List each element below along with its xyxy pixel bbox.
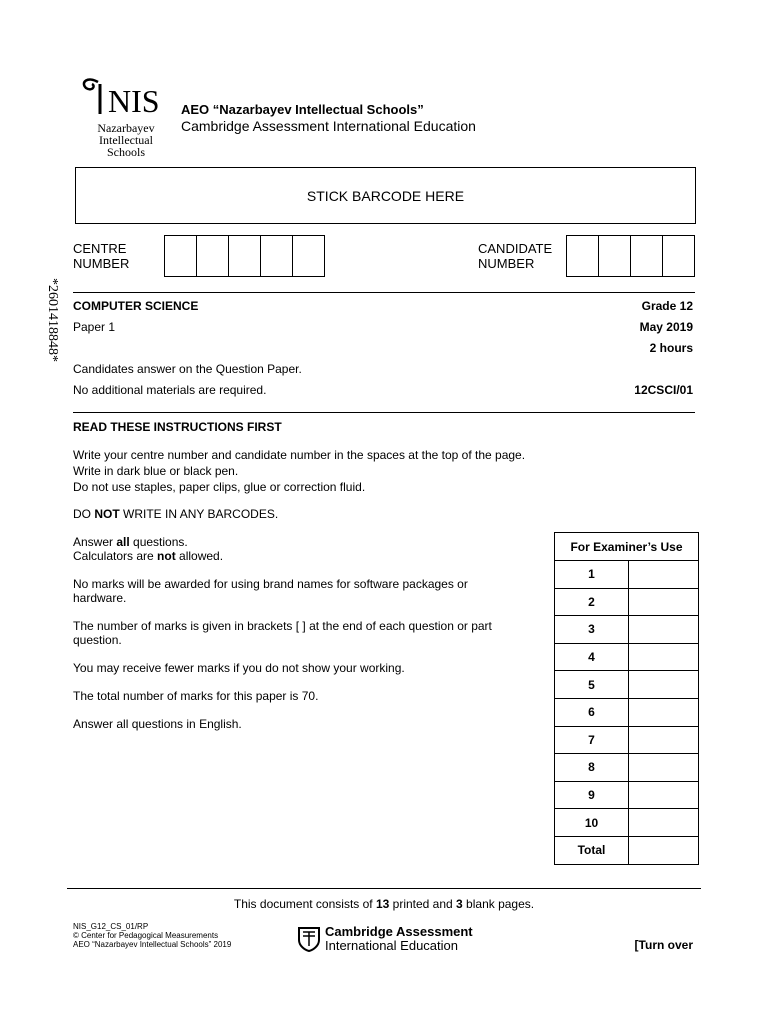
aeo-line: AEO “Nazarbayev Intellectual Schools” 2019 <box>73 940 232 949</box>
mark-cell[interactable] <box>629 698 699 726</box>
table-row <box>555 726 699 754</box>
logo-text-line-3: Schools <box>106 145 145 159</box>
document-pages-note <box>0 897 768 911</box>
paper-reference: NIS_G12_CS_01/RP <box>73 922 149 931</box>
mark-cell[interactable] <box>629 643 699 671</box>
question-number: 9 <box>555 781 629 809</box>
turn-over: [Turn over <box>634 938 693 952</box>
nis-logo <box>78 76 174 160</box>
brand-names-instruction: No marks will be awarded for using brand names for software packages or hardware. <box>73 577 468 605</box>
calc-post: allowed. <box>175 549 224 563</box>
table-row <box>555 809 699 837</box>
mark-cell[interactable] <box>629 809 699 837</box>
instructions-heading: READ THESE INSTRUCTIONS FIRST <box>73 420 282 434</box>
working-instruction: You may receive fewer marks if you do not show your working. <box>73 661 405 675</box>
grade: Grade 12 <box>641 299 693 313</box>
candidate-digit-box[interactable] <box>663 236 694 276</box>
marks-instruction: The number of marks is given in brackets [ ] at the end of each question or part question. <box>73 619 492 647</box>
cambridge-logo <box>297 925 473 953</box>
barcode-instruction <box>73 507 543 521</box>
barcode-box <box>75 167 696 224</box>
mark-cell[interactable] <box>629 616 699 644</box>
calculators-instruction <box>73 549 543 563</box>
nis-logo-mark <box>78 76 174 118</box>
candidate-number-boxes[interactable] <box>566 235 695 277</box>
instruction-line-2: Write in dark blue or black pen. <box>73 464 239 478</box>
answer-post: questions. <box>129 535 188 549</box>
question-number: 2 <box>555 588 629 616</box>
paper: Paper 1 <box>73 320 116 334</box>
centre-digit-box[interactable] <box>293 236 324 276</box>
mark-cell[interactable] <box>629 588 699 616</box>
answer-on-paper: Candidates answer on the Question Paper. <box>73 362 302 376</box>
exam-date: May 2019 <box>639 320 693 334</box>
table-row <box>555 616 699 644</box>
cambridge-line-1: Cambridge Assessment <box>325 924 473 939</box>
org-title: AEO “Nazarbayev Intellectual Schools” <box>181 102 424 117</box>
blank-pages: 3 <box>456 897 463 911</box>
instruction-line-1: Write your centre number and candidate number in the spaces at the top of the page. <box>73 448 526 462</box>
question-number: 4 <box>555 643 629 671</box>
centre-number-label-line-1: CENTRE <box>73 241 127 256</box>
centre-number-boxes[interactable] <box>164 235 325 277</box>
candidate-number-label-line-1: CANDIDATE <box>478 241 553 256</box>
subject: COMPUTER SCIENCE <box>73 299 199 313</box>
org-subtitle: Cambridge Assessment International Education <box>181 118 476 134</box>
calc-pre: Calculators are <box>73 549 158 563</box>
english-instruction: Answer all questions in English. <box>73 717 242 731</box>
svg-text:NIS: NIS <box>108 83 160 118</box>
candidate-number-label-line-2: NUMBER <box>478 256 535 271</box>
mark-cell[interactable] <box>629 754 699 782</box>
doc-mid: printed and <box>389 897 457 911</box>
table-row <box>555 588 699 616</box>
answer-all-instruction <box>73 535 543 549</box>
footer-reference <box>73 922 231 949</box>
centre-number-label-line-2: NUMBER <box>73 256 130 271</box>
centre-digit-box[interactable] <box>229 236 261 276</box>
printed-pages: 13 <box>375 897 390 911</box>
examiner-table-title: For Examiner’s Use <box>555 533 699 561</box>
duration: 2 hours <box>649 341 693 355</box>
question-number: 10 <box>555 809 629 837</box>
answer-pre: Answer <box>73 535 117 549</box>
divider-middle <box>73 412 695 413</box>
examiner-table <box>554 532 699 865</box>
instruction-line-3: Do not use staples, paper clips, glue or correction fluid. <box>73 480 366 494</box>
doc-post: blank pages. <box>462 897 535 911</box>
mark-cell[interactable] <box>629 561 699 589</box>
candidate-digit-box[interactable] <box>599 236 631 276</box>
table-row <box>555 561 699 589</box>
centre-digit-box[interactable] <box>261 236 293 276</box>
total-mark-cell[interactable] <box>629 836 699 864</box>
barcode-instruction-post: WRITE IN ANY BARCODES. <box>119 507 279 521</box>
question-number: 7 <box>555 726 629 754</box>
barcode-box-label: STICK BARCODE HERE <box>306 187 465 204</box>
barcode-instruction-bold: NOT <box>94 507 120 521</box>
cambridge-shield-icon <box>297 926 321 952</box>
doc-pre: This document consists of <box>233 897 376 911</box>
centre-number-label <box>73 241 129 271</box>
table-row <box>555 671 699 699</box>
total-label: Total <box>555 836 629 864</box>
candidate-number-label <box>478 241 552 271</box>
table-row <box>555 754 699 782</box>
calc-bold: not <box>157 549 176 563</box>
logo-text-line-1: Nazarbayev <box>97 121 155 135</box>
answer-bold: all <box>116 535 130 549</box>
divider-top <box>73 292 695 293</box>
paper-code: 12CSCI/01 <box>634 383 693 397</box>
table-row <box>555 643 699 671</box>
total-marks-instruction: The total number of marks for this paper is 70. <box>73 689 319 703</box>
question-number: 5 <box>555 671 629 699</box>
mark-cell[interactable] <box>629 726 699 754</box>
centre-digit-box[interactable] <box>197 236 229 276</box>
logo-text-line-2: Intellectual <box>99 133 153 147</box>
question-number: 3 <box>555 616 629 644</box>
mark-cell[interactable] <box>629 781 699 809</box>
divider-footer <box>67 888 701 889</box>
candidate-digit-box[interactable] <box>631 236 663 276</box>
question-number: 1 <box>555 561 629 589</box>
question-number: 8 <box>555 754 629 782</box>
materials: No additional materials are required. <box>73 383 267 397</box>
question-number: 6 <box>555 698 629 726</box>
cambridge-line-2: International Education <box>325 938 458 953</box>
barcode-instruction-pre: DO <box>73 507 95 521</box>
copyright: © Center for Pedagogical Measurements <box>73 931 219 940</box>
centre-digit-box[interactable] <box>165 236 197 276</box>
mark-cell[interactable] <box>629 671 699 699</box>
table-row <box>555 781 699 809</box>
side-barcode-number: *2601418848* <box>45 278 60 362</box>
table-row <box>555 698 699 726</box>
candidate-digit-box[interactable] <box>567 236 599 276</box>
table-row-total <box>555 836 699 864</box>
